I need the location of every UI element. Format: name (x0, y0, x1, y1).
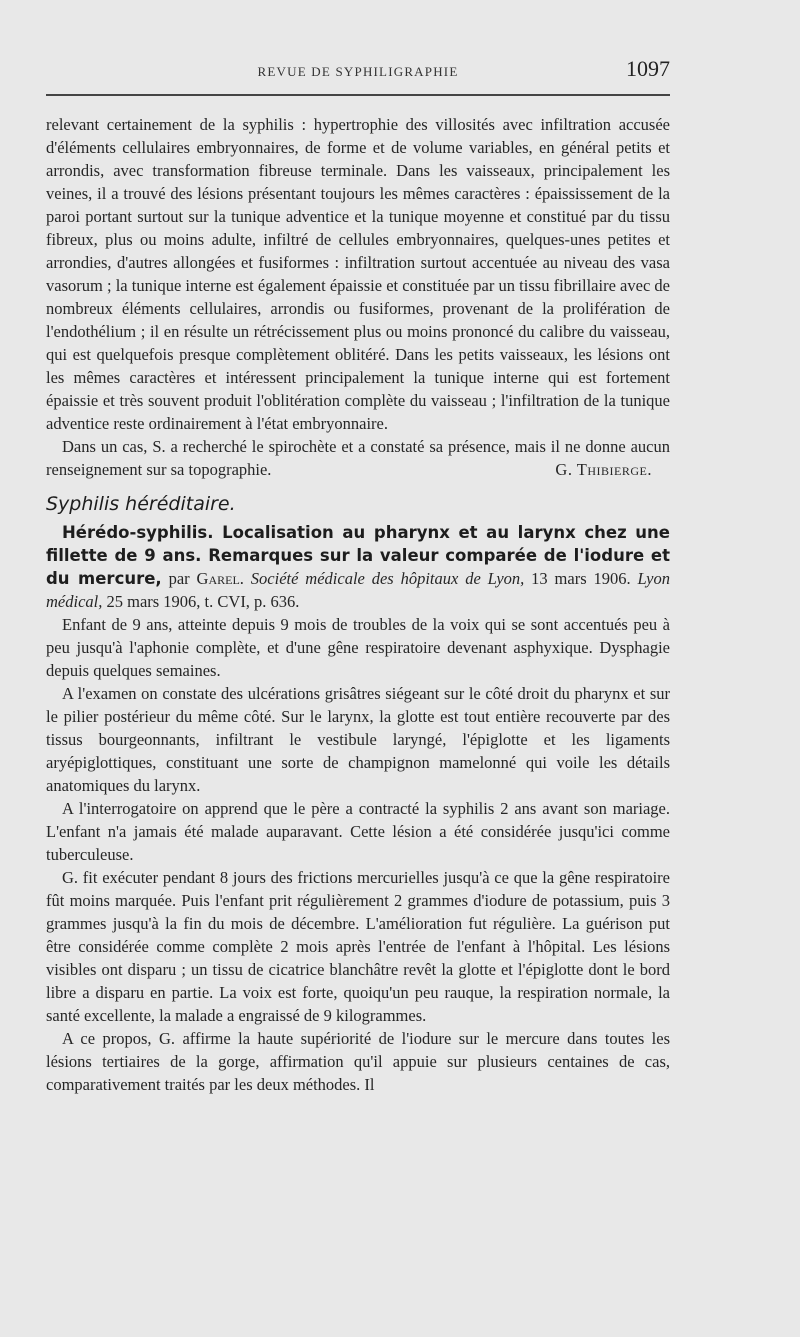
running-title: REVUE DE SYPHILIGRAPHIE (257, 64, 459, 79)
article-date-1: 13 mars 1906. (531, 569, 631, 588)
article-by: par (168, 569, 190, 588)
paragraph-7: A ce propos, G. affirme la haute supériorité de l'iodure sur le mercure dans toutes les lésions tertiaires de la gorge, affirmation qu'il appuie sur plusieurs centaines de cas, comparativement traités par les deux méthodes. Il (46, 1029, 670, 1094)
paragraph-4: A l'examen on constate des ulcérations grisâtres siégeant sur le côté droit du pharynx et sur le pilier postérieur du même côté. Sur le larynx, la glotte est tout entière recouverte par des tissus bourgeonnants, infiltrant le vestibule laryngé, l'épiglotte et les ligaments aryépiglottiques, constituant une sorte de champignon mamelonné qui voile les détails anatomiques du larynx. (46, 684, 670, 795)
header-rule (46, 94, 670, 96)
page-header (46, 56, 670, 84)
paragraph-6: G. fit exécuter pendant 8 jours des frictions mercurielles jusqu'à ce que la gêne respiratoire fût moins marquée. Puis l'enfant prit régulièrement 2 grammes d'iodure de potassium, puis 3 grammes jusqu'à la fin du mois de décembre. L'amélioration fut régulière. La guérison put être considérée comme complète 2 mois après l'entrée de l'enfant à l'hôpital. Les lésions visibles ont disparu ; un tissu de cicatrice blanchâtre revêt la glotte et l'épiglotte dont le bord libre a disparu en partie. La voix est forte, quoiqu'un peu rauque, la respiration normale, la santé excellente, la malade a engraissé de 9 kilogrammes. (46, 868, 670, 1025)
article-journal-2: Lyon médical, (46, 569, 671, 611)
paragraph-3: Enfant de 9 ans, atteinte depuis 9 mois de troubles de la voix qui se sont accentués peu à peu jusqu'à l'aphonie complète, et d'une gêne respiratoire devenant asphyxique. Dysphagie depuis quelques semaines. (46, 615, 670, 680)
page-content (46, 113, 670, 1096)
signature: G. Thibierge. (555, 460, 652, 479)
paragraph-1: relevant certainement de la syphilis : hypertrophie des villosités avec infiltration accusée d'éléments cellulaires embryonnaires, de forme et de volume variables, en général petits et arrondis, avec transformation fibreuse terminale. Dans les vaisseaux, principalement les veines, il a trouvé des lésions présentant toujours les mêmes caractères : épaississement de la paroi portant surtout sur la tunique adventice et la tunique moyenne et constitué par du tissu fibreux, plus ou moins adulte, infiltré de cellules embryonnaires, quelques-unes petites et arrondies, d'autres allongées et fusiformes : infiltration surtout accentuée au niveau des vasa vasorum ; la tunique interne est également épaissie et constituée par un tissu fibrillaire avec de nombreux éléments cellulaires, arrondis ou fusiformes, provenant de la prolifération de l'endothélium ; il en résulte un rétrécissement plus ou moins prononcé du calibre du vaisseau, qui est quelquefois presque complètement oblitéré. Dans les petits vaisseaux, les lésions ont les mêmes caractères et intéressent principalement la tunique interne qui est fortement épaissie et très souvent produit l'oblitération complète du vaisseau ; l'infiltration de la tunique adventice reste ordinairement à l'état embryonnaire. (46, 115, 670, 433)
article-author: Garel. (196, 569, 244, 588)
paragraph-2 (46, 435, 670, 481)
article-title: Hérédo-syphilis. Localisation au pharynx et au larynx chez une fillette de 9 ans. Remarques sur la valeur comparée de l'iodure et du mercure, (46, 523, 670, 588)
paragraph-5: A l'interrogatoire on apprend que le père a contracté la syphilis 2 ans avant son mariage. L'enfant n'a jamais été malade auparavant. Cette lésion a été considérée jusqu'ici comme tuberculeuse. (46, 799, 670, 864)
article-journal-1: Société médicale des hôpitaux de Lyon, (250, 569, 525, 588)
paragraph-2-text: Dans un cas, S. a recherché le spirochète et a constaté sa présence, mais il ne donne aucun renseignement sur sa topographie. (46, 437, 670, 479)
article-date-2: 25 mars 1906, t. CVI, p. 636. (106, 592, 300, 611)
section-title: Syphilis héréditaire. (46, 493, 236, 515)
article-heading (46, 521, 670, 613)
page-number: 1097 (626, 56, 670, 81)
